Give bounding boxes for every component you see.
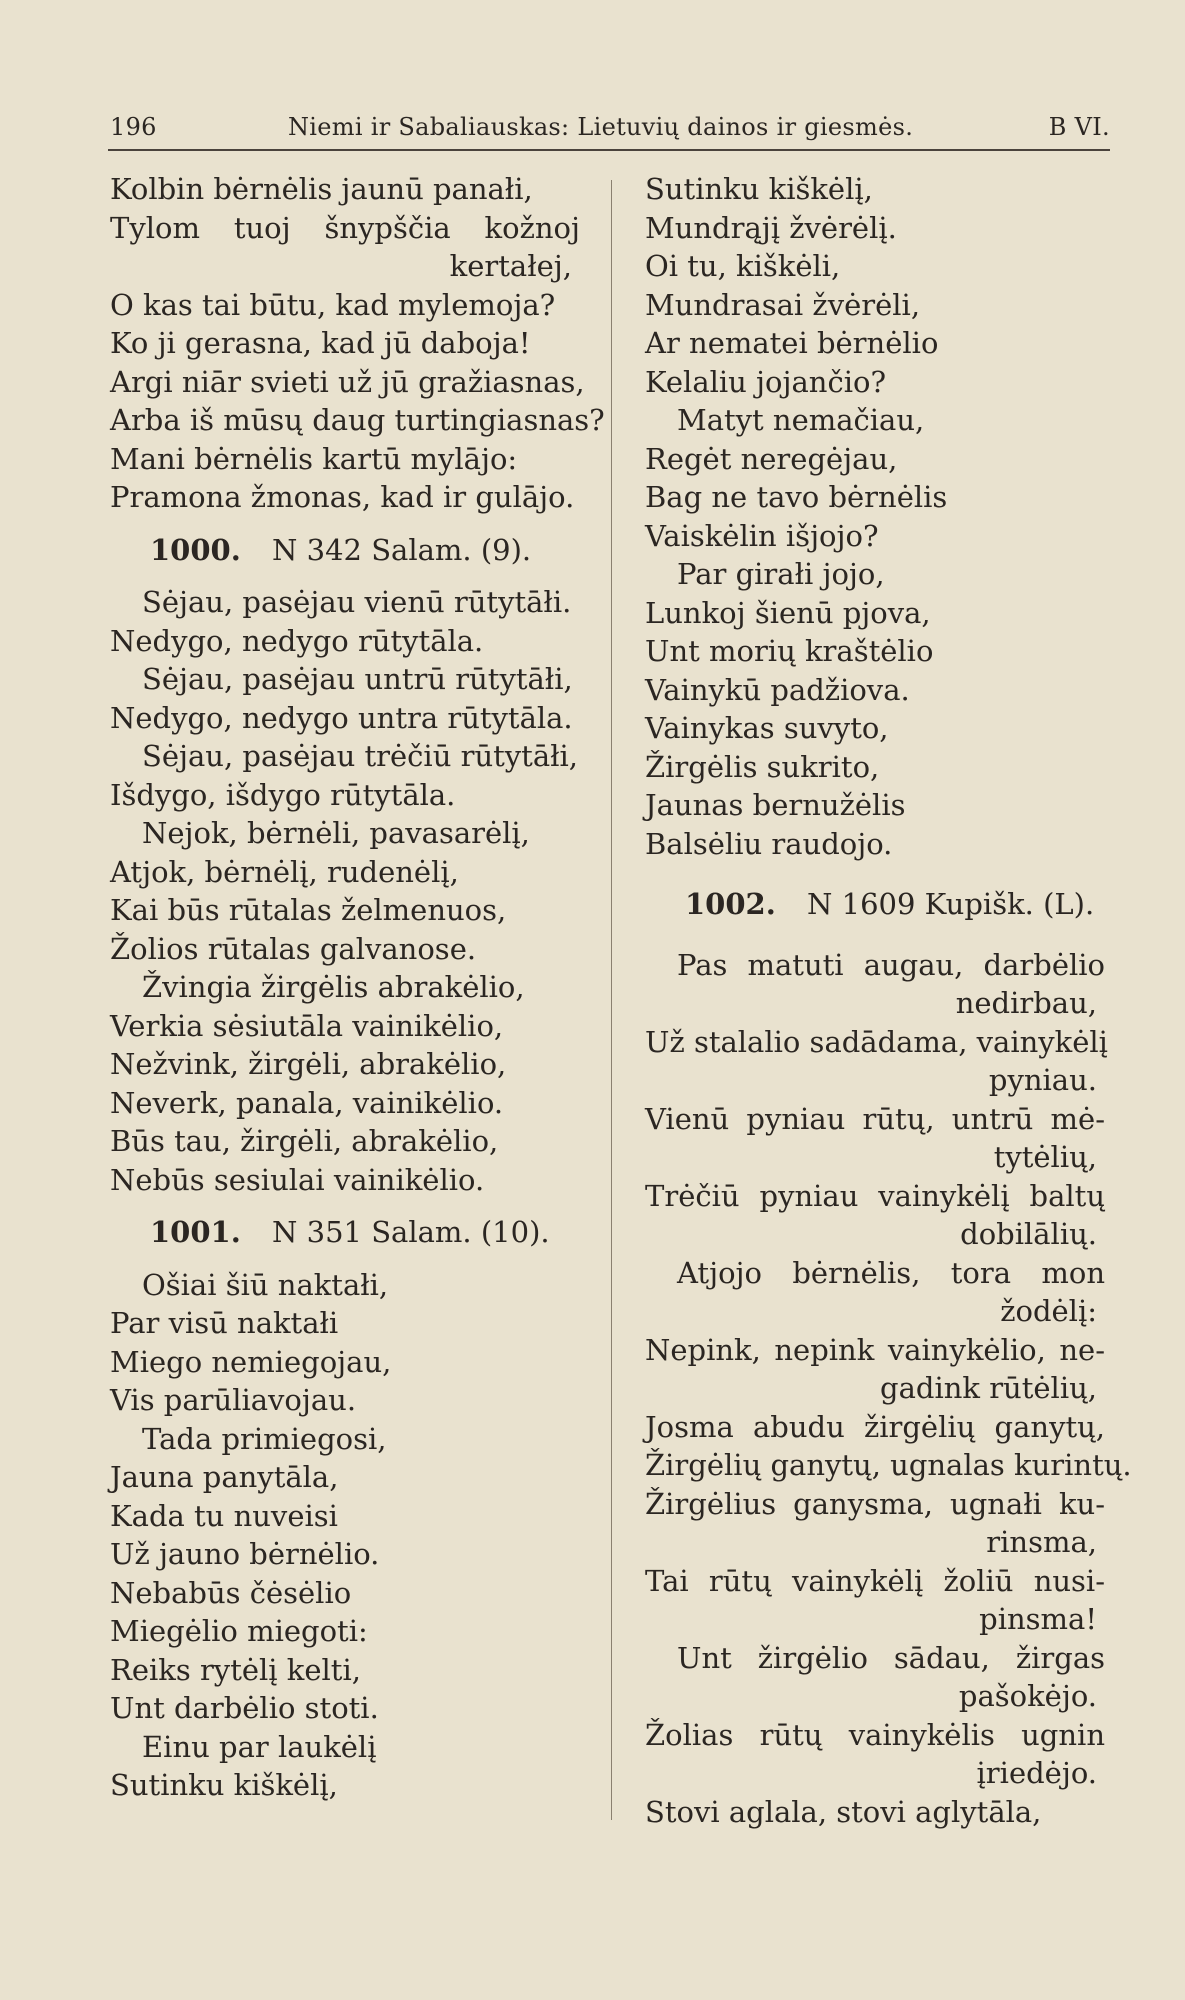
verse-line: Tai rūtų vainykėlį žoliū nusi- (645, 1563, 1105, 1598)
verse-line-continuation: dobilālių. (960, 1217, 1097, 1251)
verse-line: Jauna panytāla, (110, 1460, 339, 1494)
song-reference: N 1609 Kupišk. (L). (807, 887, 1095, 921)
verse-line: Ošiai šiū naktałi, (142, 1267, 389, 1302)
verse-line: Pramona žmonas, kad ir gulājo. (110, 480, 575, 514)
verse-line: Žvingia žirgėlis abrakėlio, (142, 970, 525, 1004)
verse-line: Miegėlio miegoti: (110, 1614, 368, 1648)
verse-line: Kada tu nuveisi (110, 1498, 338, 1533)
verse-line: Nejok, bėrnėli, pavasarėlį, (142, 816, 530, 850)
verse-line: Jaunas bernužėlis (645, 788, 906, 822)
verse-line: Žirgėlis sukrito, (645, 749, 880, 784)
verse-line: Žirgėlių ganytų, ugnalas kurintų. (645, 1448, 1132, 1482)
verse-line-continuation: tytėlių, (993, 1140, 1097, 1174)
verse-line: Oi tu, kiškėli, (645, 249, 841, 283)
verse-line: Išdygo, išdygo rūtytāla. (110, 777, 456, 812)
verse-line: Sėjau, pasėjau vienū rūtytāłi. (142, 585, 572, 619)
song-number: 1000. (150, 532, 241, 567)
verse-line: Mundrasai žvėrėli, (645, 287, 921, 322)
verse-line: Unt žirgėlio sādau, žirgas (677, 1640, 1105, 1675)
verse-line: Žolios rūtalas galvanose. (110, 931, 477, 966)
verse-line: Vainykas suvyto, (645, 711, 889, 745)
song-number: 1002. (685, 887, 776, 921)
verse-line: Kolbin bėrnėlis jaunū panałi, (110, 172, 533, 206)
verse-line-continuation: pinsma! (979, 1602, 1097, 1636)
verse-line: Bag ne tavo bėrnėlis (645, 480, 948, 514)
page-number: 196 (110, 113, 157, 141)
running-title: Niemi ir Sabaliauskas: Lietuvių dainos ir giesmės. (288, 113, 914, 141)
song-number: 1001. (150, 1215, 241, 1249)
verse-line: Unt morių kraštėlio (645, 634, 934, 668)
song-heading-1001 (110, 1213, 580, 1252)
verse-line: Vainykū padžiova. (645, 672, 910, 707)
verse-line-continuation: žodėlį: (1000, 1294, 1097, 1328)
verse-line: Arba iš mūsų daug turtingiasnas? (110, 403, 605, 437)
verse-line: Tada primiegosi, (142, 1421, 387, 1456)
verse-line: Sėjau, pasėjau trėčiū rūtytāłi, (142, 739, 579, 773)
verse-line: Par visū naktałi (110, 1306, 339, 1340)
verse-line: Nepink, nepink vainykėlio, ne- (645, 1332, 1105, 1367)
verse-line: Mundrąjį žvėrėlį. (645, 210, 897, 245)
verse-line: Ko ji gerasna, kad jū daboja! (110, 326, 531, 360)
column-divider (611, 180, 612, 1820)
verse-line: Trėčiū pyniau vainykėlį baltų (645, 1178, 1105, 1213)
verse-line: Lunkoj šienū pjova, (645, 595, 931, 630)
verse-line: Regėt neregėjau, (645, 441, 898, 476)
song-reference: N 351 Salam. (10). (272, 1215, 550, 1249)
verse-line: Josma abudu žirgėlių ganytų, (645, 1409, 1105, 1444)
verse-line: Nebabūs čėsėlio (110, 1575, 352, 1610)
verse-line: Stovi aglala, stovi aglytāla, (645, 1794, 1042, 1829)
verse-line: Kelaliu jojančio? (645, 364, 886, 399)
verse-line: Būs tau, žirgėli, abrakėlio, (110, 1124, 499, 1158)
verse-line-continuation: pyniau. (988, 1063, 1097, 1097)
verse-line: Nebūs sesiulai vainikėlio. (110, 1162, 485, 1197)
verse-line: Atjojo bėrnėlis, tora mon (677, 1255, 1105, 1290)
verse-line: Nežvink, žirgėli, abrakėlio, (110, 1047, 507, 1081)
verse-line: Už stalalio sadādama, vainykėlį (645, 1024, 1108, 1059)
verse-line: Sutinku kiškėlį, (645, 172, 873, 206)
verse-line: Sėjau, pasėjau untrū rūtytāłi, (142, 662, 573, 696)
verse-line: Žolias rūtų vainykėlis ugnin (645, 1717, 1105, 1752)
song-heading-1000 (110, 531, 580, 570)
verse-line: Atjok, bėrnėlį, rudenėlį, (110, 854, 459, 889)
verse-line: Par girałi jojo, (677, 557, 885, 591)
verse-line: Nedygo, nedygo untra rūtytāla. (110, 700, 573, 735)
verse-line-continuation: nedirbau, (955, 986, 1097, 1020)
song-reference: N 342 Salam. (9). (272, 532, 532, 567)
verse-line-continuation: pašokėjo. (958, 1679, 1097, 1713)
verse-line: Reiks rytėlį kelti, (110, 1652, 361, 1687)
verse-line-continuation: įriedėjo. (976, 1756, 1097, 1790)
verse-line: Mani bėrnėlis kartū mylājo: (110, 441, 518, 476)
verse-line: Žirgėlius ganysma, ugnałi ku- (645, 1486, 1105, 1521)
verse-line: Vaiskėlin išjojo? (645, 518, 879, 553)
verse-line: Ar nematei bėrnėlio (645, 326, 939, 360)
verse-line: Balsėliu raudojo. (645, 826, 893, 861)
verse-line: O kas tai būtu, kad mylemoja? (110, 287, 556, 322)
verse-line-continuation: rinsma, (986, 1525, 1097, 1559)
verse-line: Vienū pyniau rūtų, untrū mė- (645, 1101, 1105, 1136)
verse-line: Einu par laukėlį (142, 1729, 377, 1764)
right-column (645, 170, 1132, 1831)
verse-line-continuation: kertałej, (449, 249, 572, 283)
verse-line: Kai būs rūtalas želmenuos, (110, 893, 507, 927)
left-column (110, 170, 605, 1805)
verse-line: Sutinku kiškėlį, (110, 1768, 338, 1802)
song-heading-1002 (645, 885, 1105, 924)
verse-line: Miego nemiegojau, (110, 1344, 392, 1379)
verse-line-continuation: gadink rūtėlių, (880, 1371, 1097, 1405)
verse-line: Vis parūliavojau. (110, 1383, 357, 1417)
verse-line: Verkia sėsiutāla vainikėlio, (110, 1008, 504, 1043)
verse-line: Neverk, panala, vainikėlio. (110, 1085, 504, 1120)
header-rule (108, 149, 1110, 151)
verse-line: Tylom tuoj šnypščia kožnoj (110, 210, 580, 245)
verse-line: Argi niār svieti už jū gražiasnas, (110, 364, 585, 399)
verse-line: Pas matuti augau, darbėlio (677, 947, 1105, 982)
section-mark: B VI. (1048, 113, 1110, 141)
verse-line: Už jauno bėrnėlio. (110, 1537, 380, 1571)
verse-line: Unt darbėlio stoti. (110, 1691, 379, 1725)
verse-line: Matyt nemačiau, (677, 403, 925, 437)
verse-line: Nedygo, nedygo rūtytāla. (110, 623, 484, 658)
